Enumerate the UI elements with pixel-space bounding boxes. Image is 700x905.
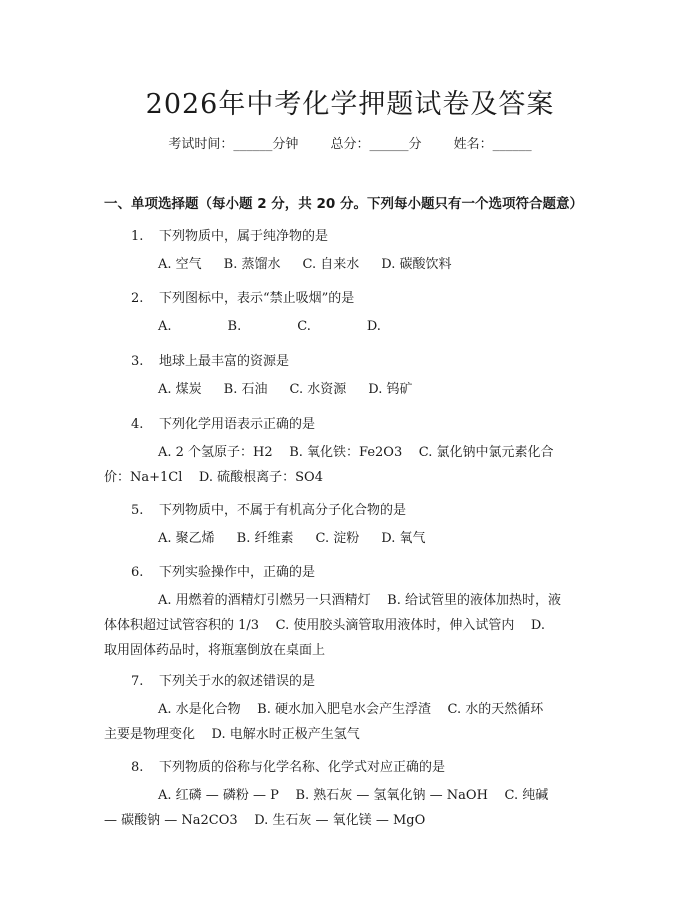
question-3-options <box>104 377 604 402</box>
question-stem: 下列实验操作中，正确的是 <box>159 565 316 580</box>
option-d: D. 氧气 <box>381 531 426 546</box>
question-4-options <box>104 440 604 490</box>
question-stem: 下列关于水的叙述错误的是 <box>159 674 316 689</box>
option-c: C. 自来水 <box>302 257 360 272</box>
question-number: 4. <box>131 417 144 432</box>
question-number: 2. <box>131 291 144 306</box>
options-line-2: — 碳酸钠 — Na2CO3 D. 生石灰 — 氧化镁 — MgO <box>104 813 426 828</box>
question-3 <box>131 350 289 369</box>
question-4 <box>131 413 315 432</box>
options-line-2: 体体积超过试管容积的 1/3 C. 使用胶头滴管取用液体时，伸入试管内 D. <box>104 618 545 633</box>
option-b: B. 纤维素 <box>236 531 294 546</box>
option-d: D. 钨矿 <box>368 382 413 397</box>
question-6-options <box>104 588 604 663</box>
option-d: D. <box>366 319 381 334</box>
options-line-1: A. 水是化合物 B. 硬水加入肥皂水会产生浮渣 C. 水的天然循环 <box>158 702 544 717</box>
question-number: 6. <box>131 565 144 580</box>
page-title: 2026年中考化学押题试卷及答案 <box>145 89 555 120</box>
option-a: A. 聚乙烯 <box>158 531 215 546</box>
question-1 <box>131 225 328 244</box>
options-line-2: 价：Na+1Cl D. 硫酸根离子：SO4 <box>104 470 323 485</box>
question-number: 7. <box>131 674 144 689</box>
exam-time-label: 考试时间：______分钟 <box>168 137 299 152</box>
option-b: B. 蒸馏水 <box>223 257 281 272</box>
question-5-options <box>104 526 604 551</box>
question-1-options <box>104 252 604 277</box>
options-line-1: A. 用燃着的酒精灯引燃另一只酒精灯 B. 给试管里的液体加热时，液 <box>158 593 562 608</box>
student-name-label: 姓名：______ <box>453 137 532 152</box>
exam-meta <box>0 133 700 152</box>
question-stem: 下列物质的俗称与化学名称、化学式对应正确的是 <box>159 760 446 775</box>
question-8 <box>131 756 445 775</box>
question-stem: 下列物质中，不属于有机高分子化合物的是 <box>159 503 407 518</box>
options-line-2: 主要是物理变化 D. 电解水时正极产生氢气 <box>104 727 360 742</box>
question-number: 3. <box>131 354 144 369</box>
question-7-options <box>104 697 604 747</box>
options-line-1: A. 2 个氢原子：H2 B. 氧化铁：Fe2O3 C. 氯化钠中氯元素化合 <box>158 445 554 460</box>
question-stem: 下列化学用语表示正确的是 <box>159 417 316 432</box>
option-d: D. 碳酸饮料 <box>381 257 452 272</box>
question-8-options <box>104 783 604 833</box>
option-c: C. 水资源 <box>289 382 347 397</box>
section-heading: 一、单项选择题（每小题 2 分，共 20 分。下列每小题只有一个选项符合题意） <box>104 196 583 212</box>
question-2 <box>131 287 354 306</box>
question-number: 5. <box>131 503 144 518</box>
question-stem: 下列图标中，表示“禁止吸烟”的是 <box>159 291 355 306</box>
option-b: B. <box>227 319 242 334</box>
question-6 <box>131 561 315 580</box>
question-number: 8. <box>131 760 144 775</box>
question-stem: 下列物质中，属于纯净物的是 <box>159 229 329 244</box>
question-stem: 地球上最丰富的资源是 <box>159 354 290 369</box>
option-a: A. <box>158 319 172 334</box>
option-a: A. 空气 <box>158 257 202 272</box>
total-score-label: 总分：______分 <box>330 137 422 152</box>
option-c: C. 淀粉 <box>315 531 360 546</box>
question-7 <box>131 670 315 689</box>
option-b: B. 石油 <box>223 382 268 397</box>
option-a: A. 煤炭 <box>158 382 202 397</box>
question-number: 1. <box>131 229 144 244</box>
options-line-1: A. 红磷 — 磷粉 — P B. 熟石灰 — 氢氧化钠 — NaOH C. 纯碱 <box>158 788 549 803</box>
question-5 <box>131 499 406 518</box>
options-line-3: 取用固体药品时，将瓶塞倒放在桌面上 <box>104 643 326 658</box>
question-2-options <box>104 314 604 339</box>
option-c: C. <box>297 319 311 334</box>
